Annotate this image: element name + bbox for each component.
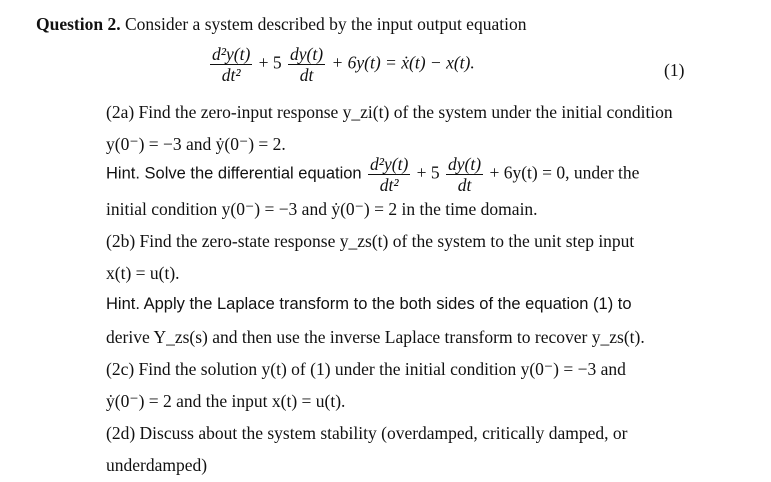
- fraction-denominator: dt²: [221, 65, 241, 86]
- equation-fraction-dy: [288, 44, 325, 85]
- hint-2a-line2: initial condition y(0⁻) = −3 and ẏ(0⁻) = 2 in the time domain.: [106, 199, 538, 219]
- part-2a-line2: y(0⁻) = −3 and ẏ(0⁻) = 2.: [106, 134, 286, 154]
- part-2c-line1: (2c) Find the solution y(t) of (1) under the initial condition y(0⁻) = −3 and: [106, 359, 626, 379]
- part-2c-line2: ẏ(0⁻) = 2 and the input x(t) = u(t).: [106, 391, 346, 411]
- hint-2a-prefix: Hint. Solve the differential equation: [106, 164, 362, 183]
- equation-number: (1): [664, 60, 685, 80]
- hint-2b-line2: derive Y_zs(s) and then use the inverse Laplace transform to recover y_zs(t).: [106, 327, 645, 347]
- equation-fraction-d2y: [210, 44, 252, 85]
- hint-plus5: + 5: [416, 162, 440, 183]
- part-2a-line1: (2a) Find the zero-input response y_zi(t) of the system under the initial condition: [106, 102, 673, 122]
- question-header: [36, 14, 526, 35]
- hint-2a-line1: [106, 154, 639, 195]
- fraction-numerator: d²y(t): [370, 154, 409, 174]
- hint-2a-suffix: + 6y(t) = 0, under the: [489, 162, 640, 183]
- part-2d-line1: (2d) Discuss about the system stability (overdamped, critically damped, or: [106, 423, 628, 443]
- fraction-numerator: dy(t): [448, 154, 482, 174]
- part-2b-line1: (2b) Find the zero-state response y_zs(t) of the system to the unit step input: [106, 231, 635, 251]
- hint-2b-line1: Hint. Apply the Laplace transform to the both sides of the equation (1) to: [106, 295, 632, 313]
- equation-plus5: + 5: [258, 52, 282, 73]
- fraction-denominator: dt²: [379, 175, 399, 196]
- question-intro: Consider a system described by the input output equation: [124, 14, 527, 34]
- equation-rest: + 6y(t) = ẋ(t) − x(t).: [331, 52, 475, 73]
- part-2b-line2: x(t) = u(t).: [106, 263, 180, 283]
- fraction-numerator: d²y(t): [212, 44, 251, 64]
- fraction-denominator: dt: [457, 175, 472, 196]
- fraction-denominator: dt: [299, 65, 314, 86]
- hint-fraction-d2y: [368, 154, 410, 195]
- question-label: Question 2.: [36, 14, 121, 34]
- fraction-numerator: dy(t): [290, 44, 324, 64]
- part-2d-line2: underdamped): [106, 455, 208, 475]
- equation-1: [208, 44, 475, 85]
- hint-fraction-dy: [446, 154, 483, 195]
